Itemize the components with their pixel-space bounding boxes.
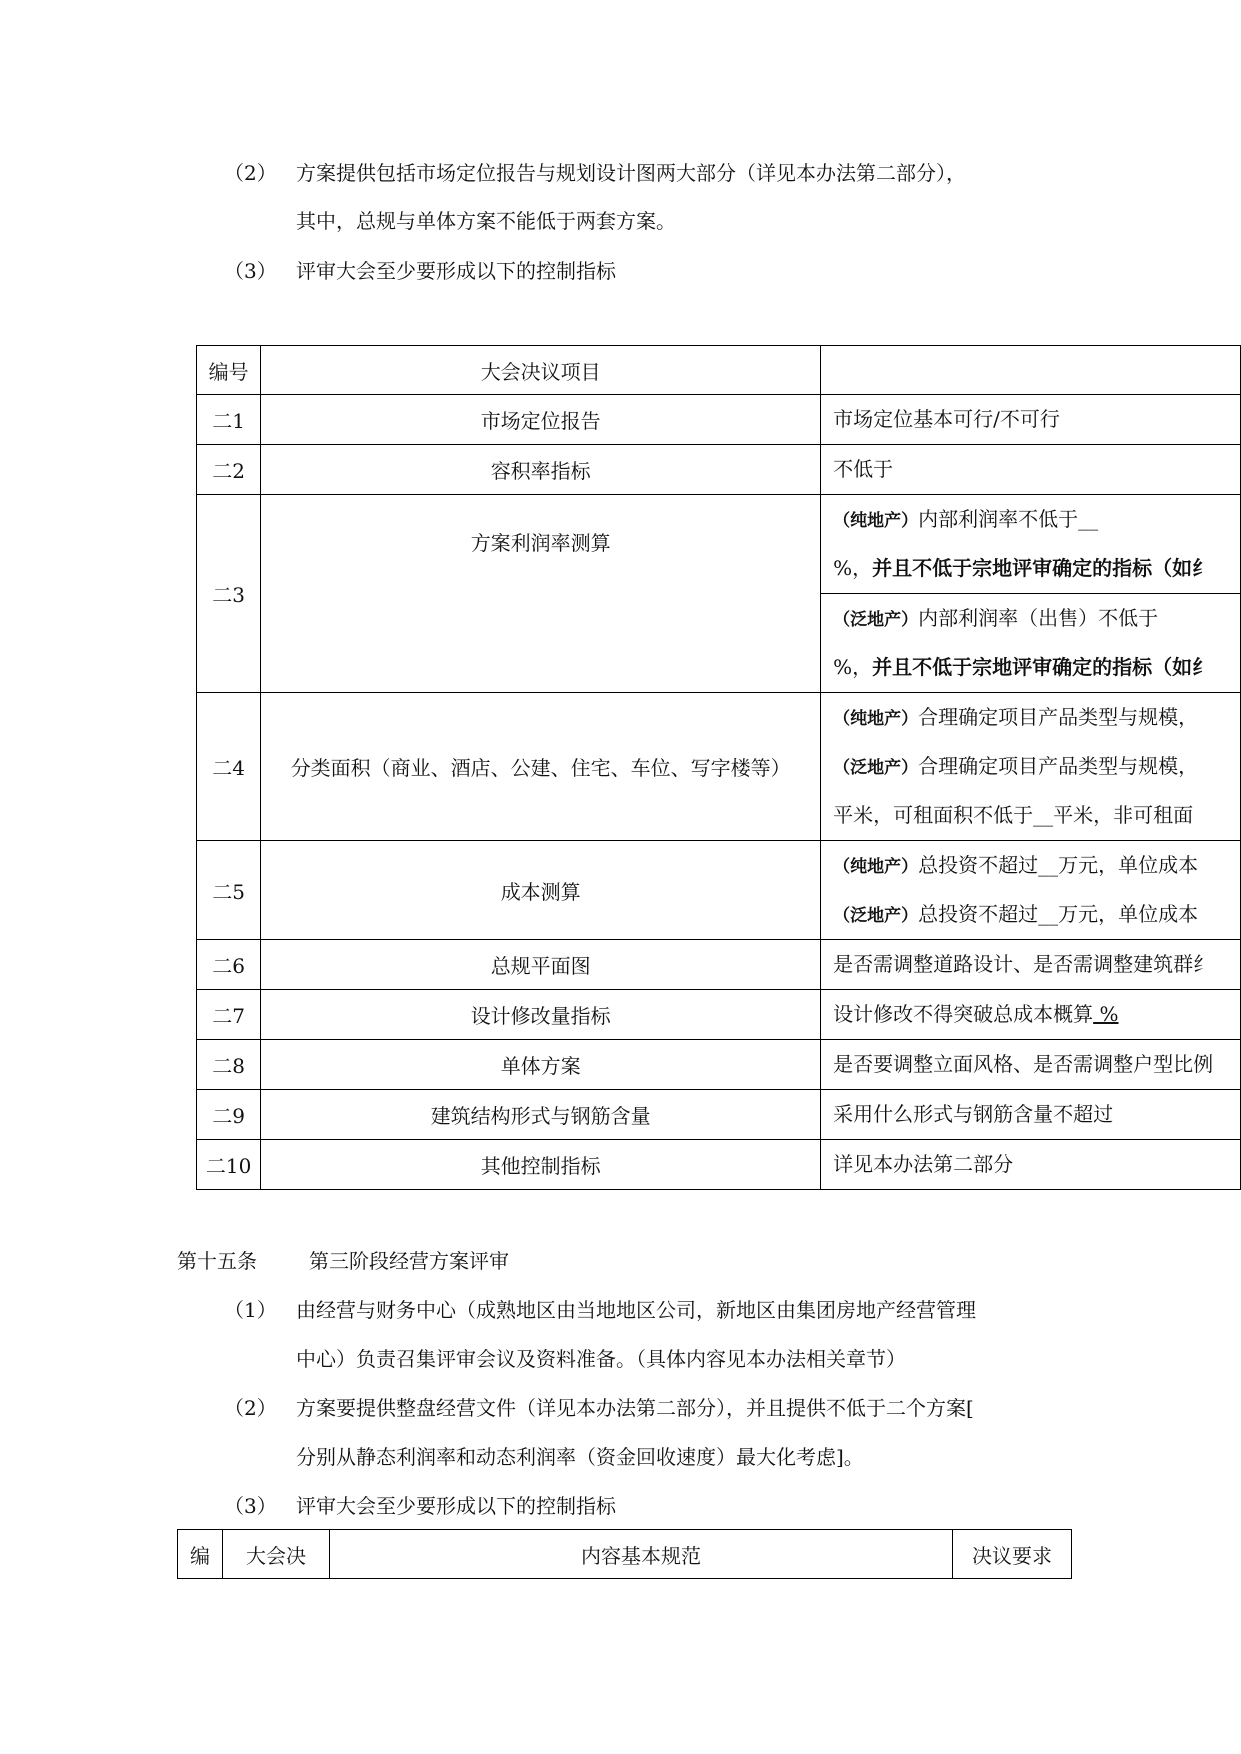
req-tag: （纯地产） — [833, 857, 919, 877]
row-req — [821, 1040, 1241, 1090]
req-blank: % — [1093, 1002, 1119, 1026]
row-req — [821, 445, 1241, 495]
row-id: 二10 — [197, 1140, 261, 1190]
req-text: 是否要调整立面风格、是否需调整户型比例 — [833, 1052, 1214, 1076]
row-id: 二2 — [197, 445, 261, 495]
row-id: 二9 — [197, 1090, 261, 1140]
row-req — [821, 1090, 1241, 1140]
row-item: 市场定位报告 — [261, 395, 821, 445]
header-cell-id: 编 — [178, 1530, 223, 1579]
item-text-line2: 其中，总规与单体方案不能低于两套方案。 — [296, 209, 676, 233]
req-text: 市场定位基本可行/不可行 — [833, 407, 1060, 431]
row-item: 建筑结构形式与钢筋含量 — [261, 1090, 821, 1140]
table-row — [197, 1090, 1241, 1140]
row-item: 设计修改量指标 — [261, 990, 821, 1040]
item-number: （2） — [224, 161, 277, 185]
row-req — [821, 395, 1241, 445]
row-req — [821, 841, 1241, 940]
item-text-line2: 分别从静态利润率和动态利润率（资金回收速度）最大化考虑]。 — [296, 1445, 864, 1469]
row-id: 二3 — [197, 495, 261, 693]
req-pure-realestate — [821, 495, 1240, 594]
table-row — [197, 990, 1241, 1040]
req-tag: （泛地产） — [833, 906, 919, 926]
req-text: 合理确定项目产品类型与规模， — [918, 705, 1199, 729]
table-row — [197, 445, 1241, 495]
row-item: 分类面积（商业、酒店、公建、住宅、车位、写字楼等） — [261, 693, 821, 841]
item-number: （1） — [224, 1298, 277, 1322]
table-row — [197, 940, 1241, 990]
row-req — [821, 1140, 1241, 1190]
req-prefix: %， — [833, 556, 873, 580]
table-header-row — [178, 1530, 1072, 1579]
header-cell-id: 编号 — [197, 346, 261, 395]
req-tag: （纯地产） — [833, 511, 919, 531]
item-number: （2） — [224, 1396, 277, 1420]
req-text: 设计修改不得突破总成本概算 — [833, 1002, 1094, 1026]
table-row — [197, 495, 1241, 693]
req-general-realestate — [821, 594, 1240, 692]
row-req — [821, 495, 1241, 693]
row-item: 成本测算 — [261, 841, 821, 940]
article-title: 第三阶段经营方案评审 — [309, 1249, 509, 1273]
req-text: 总投资不超过__万元，单位成本 — [918, 853, 1199, 877]
control-indicator-table — [196, 345, 1241, 1190]
row-id: 二4 — [197, 693, 261, 841]
row-id: 二6 — [197, 940, 261, 990]
table-row — [197, 1140, 1241, 1190]
row-item: 总规平面图 — [261, 940, 821, 990]
item-text-line1: 方案要提供整盘经营文件（详见本办法第二部分），并且提供不低于二个方案[ — [296, 1396, 974, 1420]
row-id: 二7 — [197, 990, 261, 1040]
row-item: 容积率指标 — [261, 445, 821, 495]
article-heading — [177, 1246, 509, 1276]
header-cell-content: 内容基本规范 — [330, 1530, 953, 1579]
req-prefix: %， — [833, 655, 873, 679]
table-row — [197, 395, 1241, 445]
operation-indicator-table — [177, 1529, 1072, 1579]
row-item: 其他控制指标 — [261, 1140, 821, 1190]
req-text: 内部利润率（出售）不低于 — [918, 606, 1159, 630]
req-tag: （泛地产） — [833, 610, 919, 630]
req-tag: （泛地产） — [833, 758, 919, 778]
table-row — [197, 841, 1241, 940]
row-id: 二5 — [197, 841, 261, 940]
article-number: 第十五条 — [177, 1249, 257, 1273]
header-cell-item: 大会决 — [223, 1530, 330, 1579]
row-item — [261, 495, 821, 693]
req-bold-text: 并且不低于宗地评审确定的指标（如纟 — [872, 556, 1213, 580]
req-text: 总投资不超过__万元，单位成本 — [918, 902, 1199, 926]
req-text: 详见本办法第二部分 — [833, 1152, 1014, 1176]
table-row — [197, 693, 1241, 841]
item-number: （3） — [224, 1494, 277, 1518]
header-cell-item: 大会决议项目 — [261, 346, 821, 395]
header-cell-req: 决议要求 — [953, 1530, 1072, 1579]
row-item: 单体方案 — [261, 1040, 821, 1090]
item-number: （3） — [224, 259, 277, 283]
item-text-line1: 评审大会至少要形成以下的控制指标 — [296, 1494, 616, 1518]
row-item-text: 方案利润率测算 — [470, 531, 611, 555]
req-text: 采用什么形式与钢筋含量不超过 — [833, 1102, 1114, 1126]
table-row — [197, 1040, 1241, 1090]
req-text: 内部利润率不低于__ — [918, 507, 1099, 531]
row-id: 二1 — [197, 395, 261, 445]
row-id: 二8 — [197, 1040, 261, 1090]
req-tag: （纯地产） — [833, 709, 919, 729]
item-text-line1: 方案提供包括市场定位报告与规划设计图两大部分（详见本办法第二部分）， — [296, 161, 966, 185]
table-header-row — [197, 346, 1241, 395]
req-text: 平米，可租面积不低于__平米，非可租面 — [833, 803, 1194, 827]
req-text: 是否需调整道路设计、是否需调整建筑群纟 — [833, 952, 1214, 976]
row-req — [821, 693, 1241, 841]
req-text: 不低于 — [833, 457, 894, 481]
req-bold-text: 并且不低于宗地评审确定的指标（如纟 — [872, 655, 1213, 679]
header-cell-req — [821, 346, 1241, 395]
item-text-line1: 由经营与财务中心（成熟地区由当地地区公司，新地区由集团房地产经营管理 — [296, 1298, 976, 1322]
req-text: 合理确定项目产品类型与规模， — [918, 754, 1199, 778]
item-text-line2: 中心）负责召集评审会议及资料准备。（具体内容见本办法相关章节） — [296, 1347, 906, 1371]
item-text-line1: 评审大会至少要形成以下的控制指标 — [296, 259, 616, 283]
row-req — [821, 940, 1241, 990]
row-req — [821, 990, 1241, 1040]
